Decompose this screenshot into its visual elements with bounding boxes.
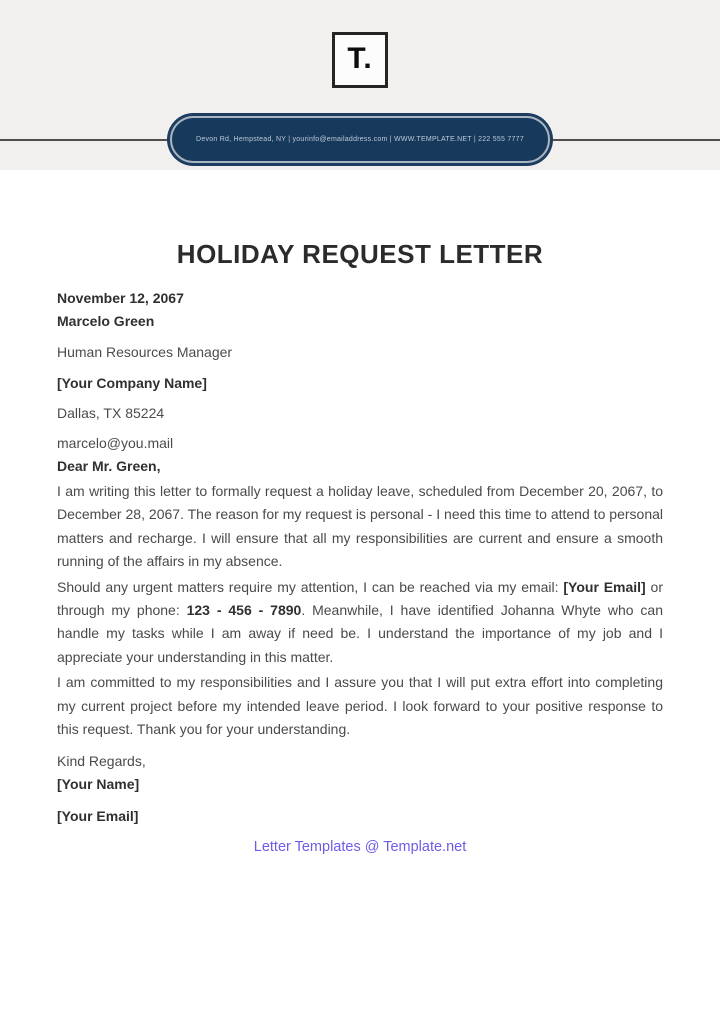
paragraph-contact-part1: Should any urgent matters require my attention, I can be reached via my email:: [57, 578, 564, 595]
paragraph-contact-part2: or through my phone:: [57, 578, 664, 619]
letter-date: November 12, 2067: [57, 290, 184, 306]
recipient-title: Human Resources Manager: [57, 344, 233, 360]
template-credit-link[interactable]: Letter Templates @ Template.net: [253, 839, 467, 856]
email-placeholder: [Your Email]: [563, 578, 646, 595]
contact-banner-text: Devon Rd, Hempstead, NY | yourinfo@emailaddress.com | WWW.TEMPLATE.NET | 222 555 7777: [196, 136, 524, 143]
paragraph-request: [57, 480, 663, 574]
paragraph-contact-part3: . Meanwhile, I have identified Johanna Whyte who can handle my tasks while I am away if need be. I understand the importance of my job and I appreciate your understanding in this matter.: [57, 602, 663, 665]
letter-body: [0, 239, 720, 855]
letter-title: HOLIDAY REQUEST LETTER: [176, 239, 544, 269]
salutation: Dear Mr. Green,: [57, 458, 161, 474]
document-header: [0, 0, 720, 170]
company-name-placeholder: [Your Company Name]: [57, 375, 207, 391]
signature-email-placeholder: [Your Email]: [57, 808, 139, 825]
contact-banner: [170, 116, 550, 163]
template-logo: [332, 32, 388, 88]
closing: Kind Regards,: [57, 753, 146, 770]
phone-number: 123 - 456 - 7890: [186, 602, 302, 619]
company-address: Dallas, TX 85224: [57, 405, 165, 421]
paragraph-commitment: [57, 671, 663, 741]
signature-name-placeholder: [Your Name]: [57, 776, 140, 793]
logo-t-icon: T.: [347, 42, 373, 75]
sender-email: marcelo@you.mail: [57, 435, 174, 451]
letter-meta-block: [57, 287, 663, 455]
paragraph-commitment-text: I am committed to my responsibilities and I assure you that I will put extra effort into completing my current project before my intended leave period. I look forward to your positive response to this request. Thank you for your understanding.: [57, 674, 663, 738]
paragraph-contact: [57, 576, 663, 670]
paragraph-request-text: I am writing this letter to formally request a holiday leave, scheduled from December 20, 2067, to December 28, 2067. The reason for my request is personal - I need this time to attend to personal matters and recharge. I will ensure that all my responsibilities are current and ensure a smooth running of the affairs in my absence.: [57, 483, 663, 570]
recipient-name: Marcelo Green: [57, 313, 155, 329]
